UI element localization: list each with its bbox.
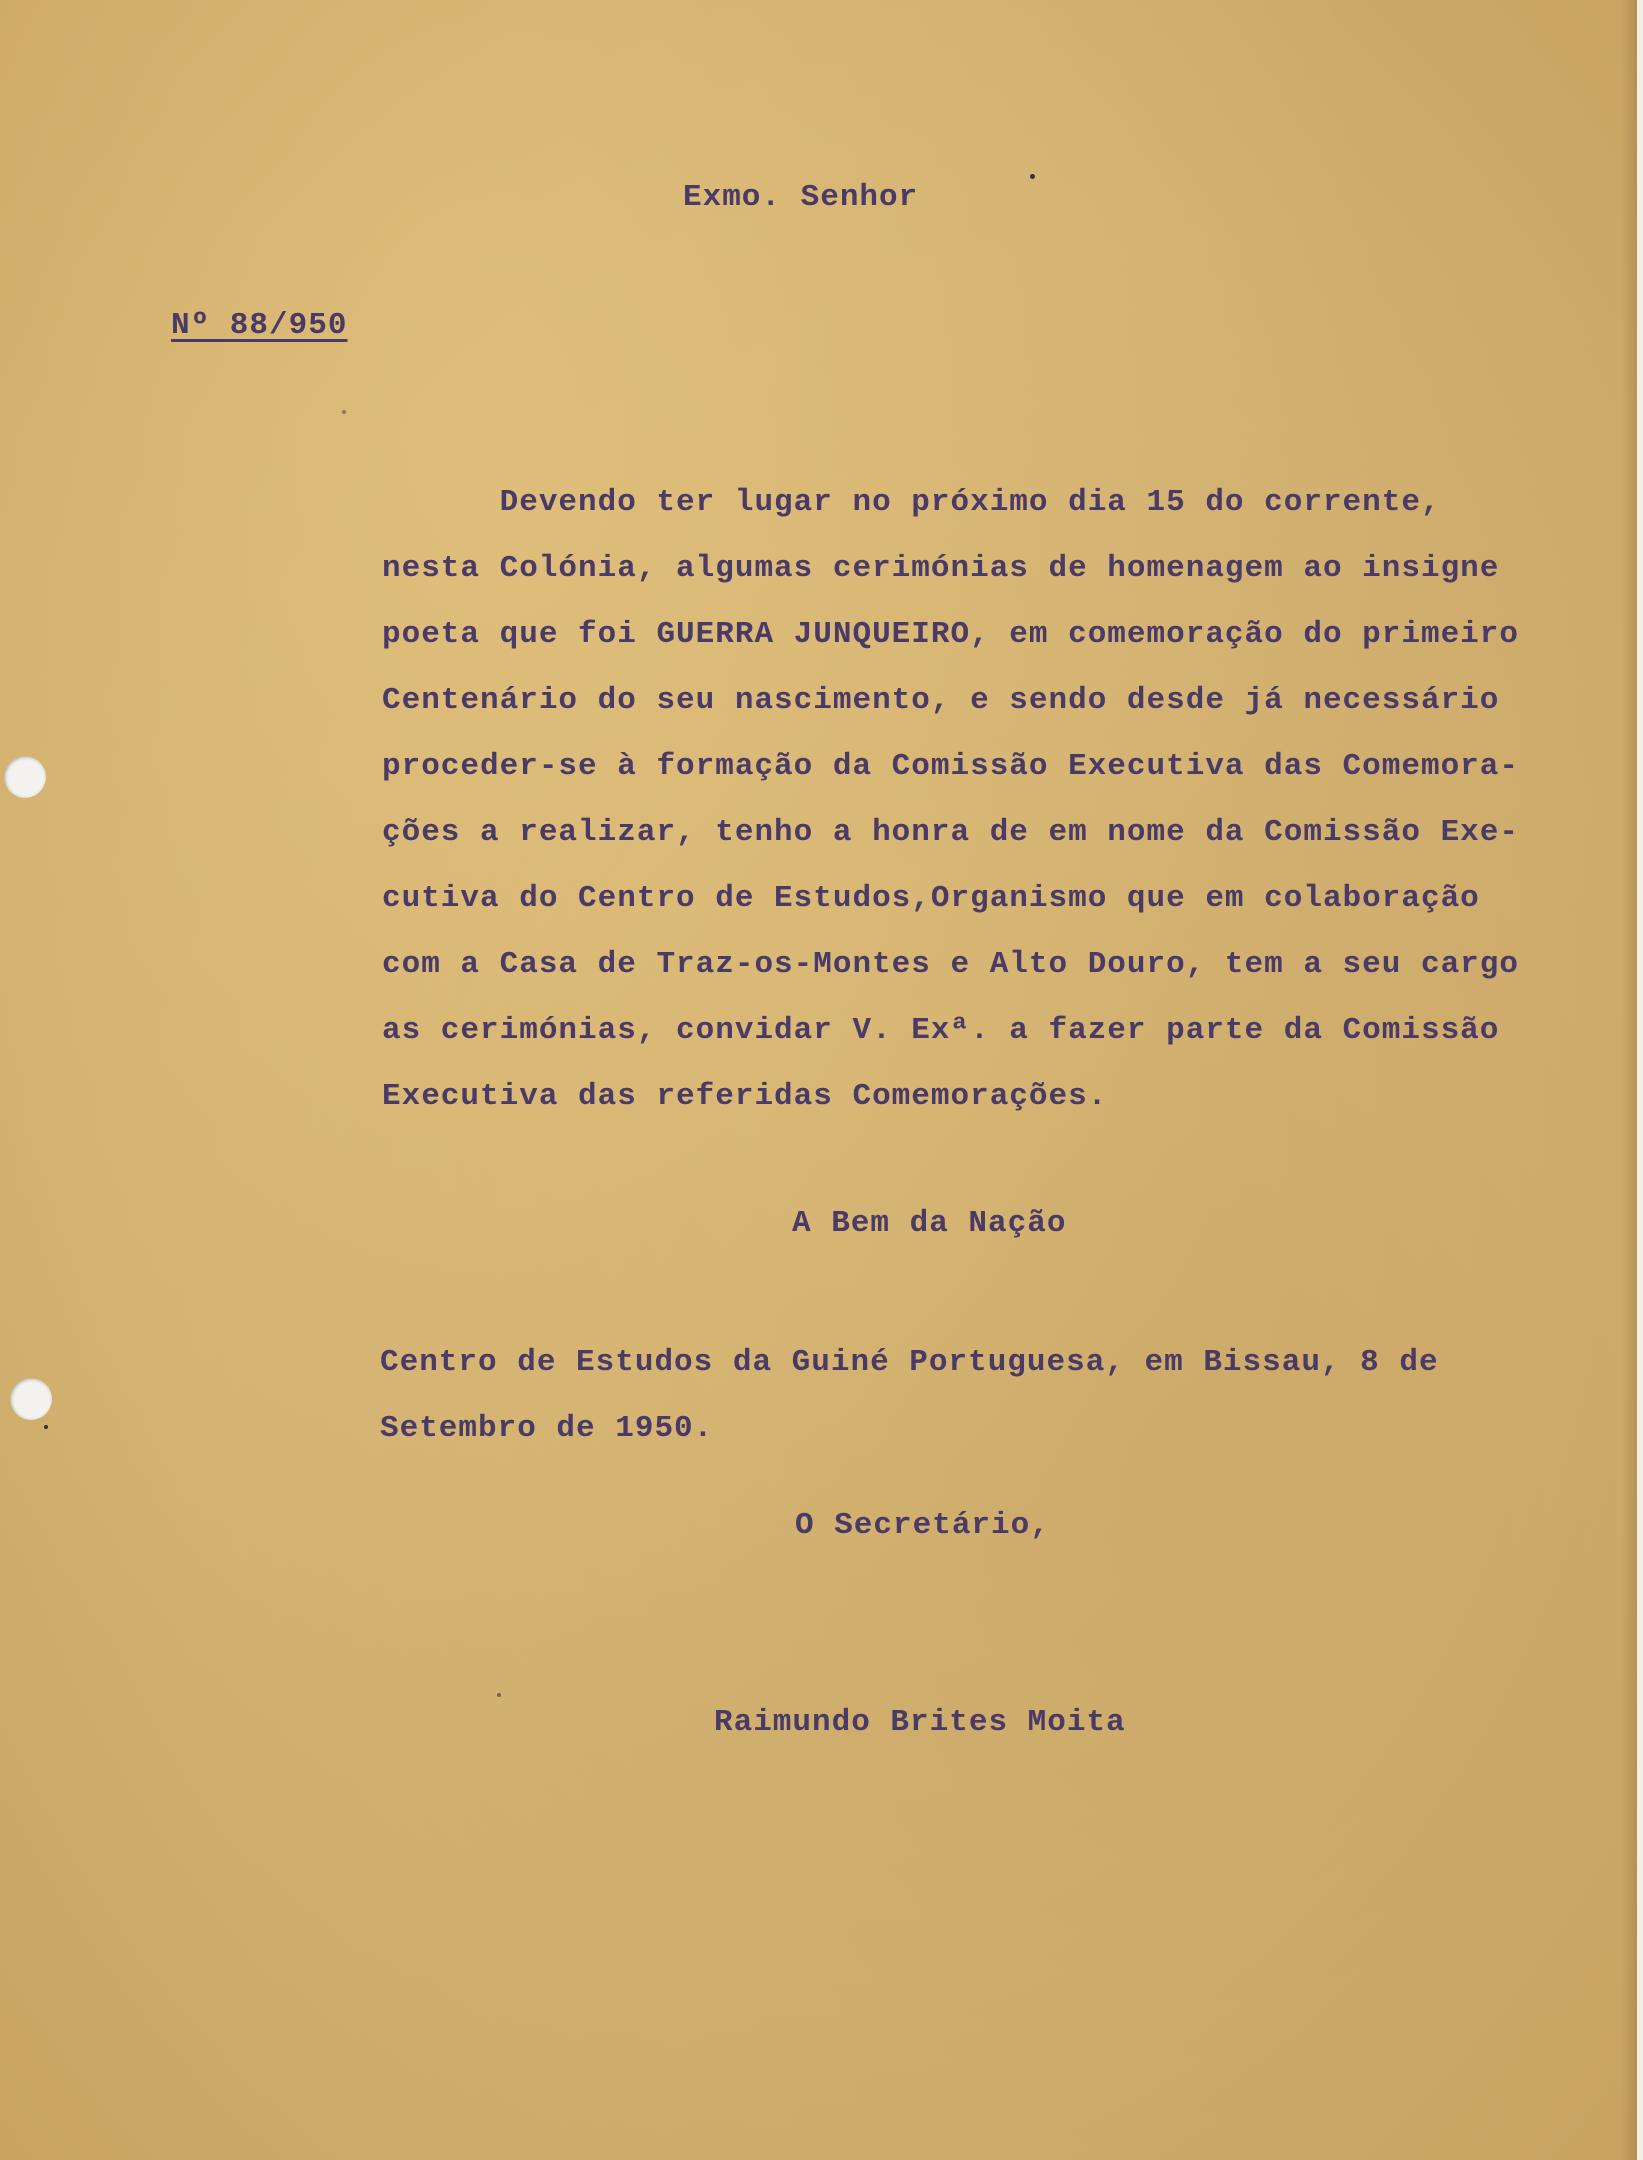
body-line: ções a realizar, tenho a honra de em nome da Comissão Exe- (382, 815, 1519, 850)
ink-speck (342, 410, 346, 414)
place-and-date (380, 1330, 1439, 1462)
ink-speck (1030, 174, 1035, 179)
page-right-border (1637, 0, 1643, 2160)
place-date-line: Centro de Estudos da Guiné Portuguesa, em Bissau, 8 de (380, 1345, 1439, 1380)
signatory-role: O Secretário, (795, 1508, 1050, 1543)
body-line: as cerimónias, convidar V. Exª. a fazer parte da Comissão (382, 1013, 1500, 1048)
closing-formula: A Bem da Nação (792, 1206, 1067, 1241)
place-date-line: Setembro de 1950. (380, 1411, 714, 1446)
punch-hole-top (4, 756, 46, 798)
punch-hole-bottom (10, 1378, 52, 1420)
ink-speck (497, 1693, 501, 1697)
body-line: poeta que foi GUERRA JUNQUEIRO, em comemoração do primeiro (382, 617, 1519, 652)
signatory-name: Raimundo Brites Moita (714, 1705, 1126, 1740)
body-line: com a Casa de Traz-os-Montes e Alto Douro, tem a seu cargo (382, 947, 1519, 982)
salutation: Exmo. Senhor (683, 180, 919, 215)
letter-body (382, 470, 1532, 1130)
body-line: nesta Colónia, algumas cerimónias de homenagem ao insigne (382, 551, 1500, 586)
body-line: Executiva das referidas Comemorações. (382, 1079, 1108, 1114)
body-line: cutiva do Centro de Estudos,Organismo que em colaboração (382, 881, 1480, 916)
reference-number: Nº 88/950 (171, 308, 348, 343)
body-line: proceder-se à formação da Comissão Executiva das Comemora- (382, 749, 1519, 784)
body-line: Centenário do seu nascimento, e sendo desde já necessário (382, 683, 1500, 718)
ink-speck (44, 1425, 48, 1429)
body-line: Devendo ter lugar no próximo dia 15 do corrente, (382, 485, 1441, 520)
